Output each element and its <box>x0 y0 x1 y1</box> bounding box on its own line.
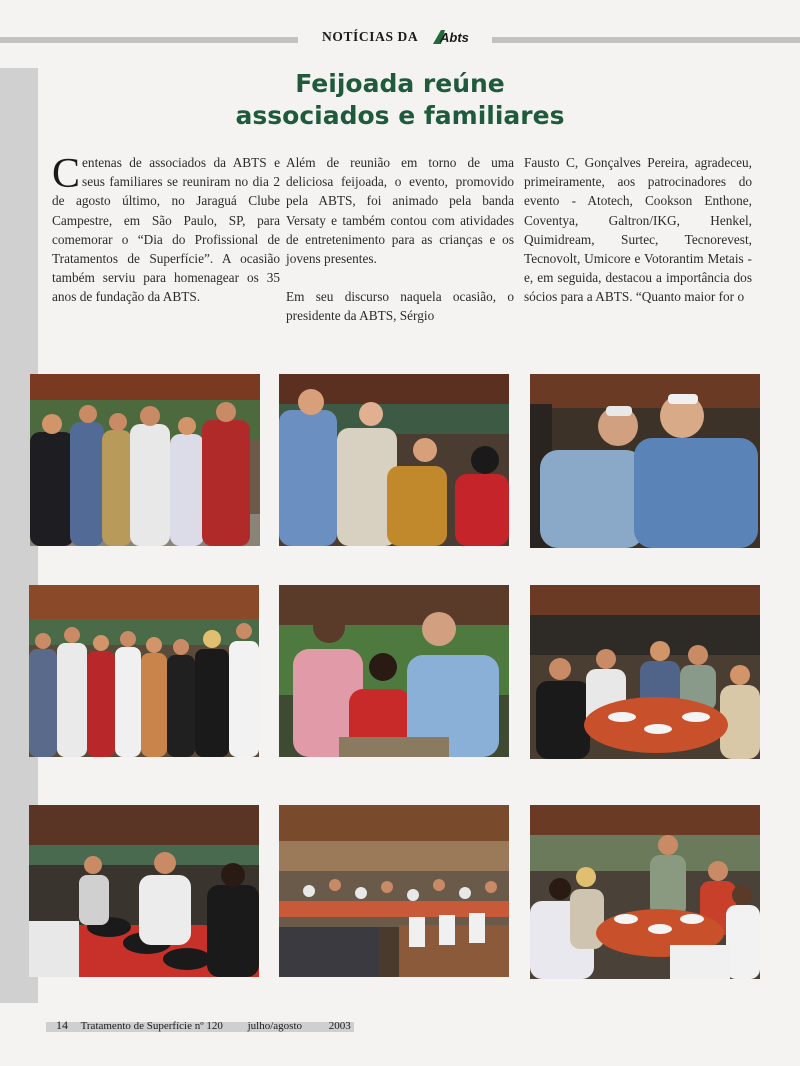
photo-four-guests <box>279 374 509 546</box>
issue-year: 2003 <box>328 1020 351 1032</box>
photo-family <box>279 585 509 757</box>
headline-line-1: Feijoada reúne <box>295 69 505 98</box>
magazine-title: Tratamento de Superfície nº 120 <box>80 1020 223 1032</box>
headline <box>40 68 760 132</box>
page-footer <box>56 1018 351 1033</box>
photo-two-men <box>530 374 760 548</box>
issue-months: julho/agosto <box>247 1020 303 1032</box>
article-column-2 <box>286 153 514 326</box>
photo-buffet <box>29 805 259 977</box>
col2-paragraph-2: Em seu discurso naquela ocasião, o presidente da ABTS, Sérgio <box>286 289 514 324</box>
headline-line-2: associados e familiares <box>235 101 565 130</box>
photo-table-guests <box>530 805 760 979</box>
section-label: NOTÍCIAS DA <box>322 29 419 44</box>
drop-cap: C <box>52 151 81 197</box>
header-rule-right <box>492 37 800 43</box>
col1-paragraph-1: entenas de associados da ABTS e seus familiares se reuniram no dia 2 de agosto último, no Jaraguá Clube Campestre, em São Paulo, SP, para comemorar o “Dia do Profissional de Tratamentos de Superfície”. A ocasião também serviu para homenagear os 35 anos de fundação da ABTS. <box>52 155 280 305</box>
logo-text: Abts <box>440 30 469 45</box>
photo-dining-hall <box>279 805 509 977</box>
photo-large-group <box>29 585 259 757</box>
photo-dinner-table <box>530 585 760 759</box>
abts-logo <box>432 27 469 47</box>
page-number: 14 <box>56 1018 68 1032</box>
photo-group-standing <box>30 374 260 546</box>
col3-paragraph-1: Fausto C, Gonçalves Pereira, agradeceu, primeiramente, aos patrocinadores do evento - Atotech, Cookson Enthone, Coventya, Galtron/IKG, Henkel, Quimidream, Surtec, Tecnorevest, Tecnovolt, Umicore e Votorantim Metais - e, em seguida, destacou a importância dos sócios para a ABTS. “Quanto maior for o <box>524 155 752 305</box>
article-column-3 <box>524 153 752 307</box>
article-column-1 <box>52 153 280 307</box>
header-rule-left <box>0 37 298 43</box>
col2-paragraph-1: Além de reunião em torno de uma deliciosa feijoada, o evento, promovido pela ABTS, foi animado pela banda Versaty e também contou com atividades de entretenimento para as crianças e os jovens presentes. <box>286 155 514 267</box>
